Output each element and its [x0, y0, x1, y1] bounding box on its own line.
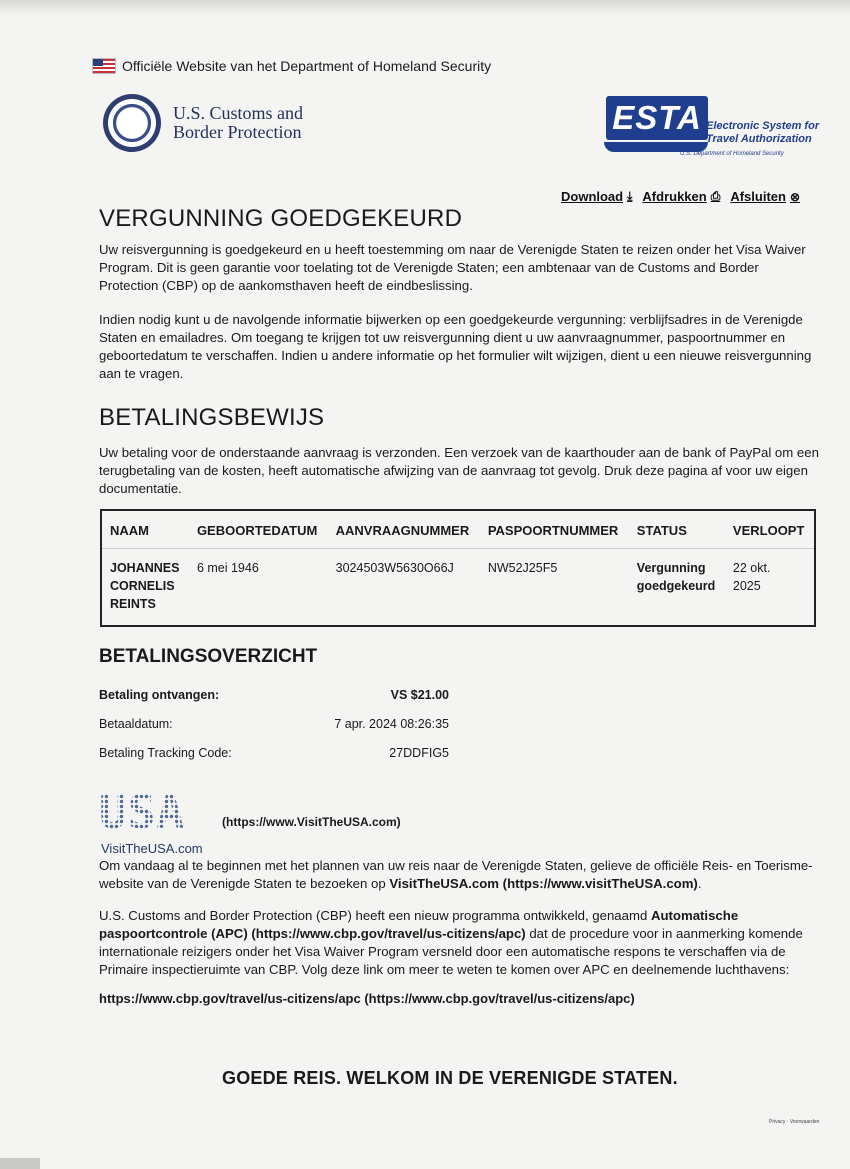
apc-text-after: dat de procedure voor in aanmerking komende internationale reizigers onder het Visa Waiver Program versneld door een automatische respons te verschaffen via de Primaire inspectieruimte van CBP. Volg deze link om meer te weten te komen over APC en deelnemende luchthavens:	[99, 926, 803, 977]
col-expires: VERLOOPT	[725, 510, 815, 549]
date-label: Betaaldatum:	[99, 717, 173, 731]
overview-title: BETALINGSOVERZICHT	[99, 646, 318, 667]
scan-corner	[0, 1158, 40, 1169]
overview-tracking-row	[99, 746, 449, 760]
tracking-value: 27DDFIG5	[389, 746, 449, 760]
status-line2: goedgekeurd	[636, 579, 716, 593]
col-dob: GEBOORTEDATUM	[189, 510, 328, 549]
visit-usa-url[interactable]: (https://www.VisitTheUSA.com)	[222, 815, 401, 829]
visit-usa-logo[interactable]	[99, 785, 401, 856]
print-icon: ⎙	[710, 189, 721, 203]
payment-paragraph: Uw betaling voor de onderstaande aanvraag is verzonden. Een verzoek van de kaarthouder aan de bank of PayPal om een terugbetaling van de kosten, heeft automatische afwijzing van de aanvraag tot gevolg. Druk deze pagina af voor uw eigen documentatie.	[99, 445, 819, 496]
esta-logo	[604, 92, 819, 162]
col-application: AANVRAAGNUMMER	[328, 510, 480, 549]
expires-line2: 2025	[732, 579, 761, 593]
scan-edge	[0, 0, 850, 14]
overview-date-row	[99, 717, 449, 731]
official-website-text: Officiële Website van het Department of Homeland Security	[122, 58, 492, 74]
cell-dob: 6 mei 1946	[196, 561, 259, 575]
download-label: Download	[561, 189, 624, 204]
apc-program-link[interactable]: Automatische paspoortcontrole (APC) (https://www.cbp.gov/travel/us-citizens/apc)	[99, 908, 739, 941]
privacy-links[interactable]: Privacy · Voorwaarden	[769, 1119, 820, 1125]
received-value: VS $21.00	[390, 688, 449, 702]
name-line2: CORNELIS	[110, 579, 175, 593]
received-label: Betaling ontvangen:	[99, 688, 220, 702]
date-value: 7 apr. 2024 08:26:35	[334, 717, 449, 731]
tracking-label: Betaling Tracking Code:	[99, 746, 232, 760]
visit-usa-link[interactable]: VisitTheUSA.com (https://www.visitTheUSA.com)	[389, 876, 698, 891]
document-actions	[561, 189, 800, 204]
approval-paragraph-1: Uw reisvergunning is goedgekeurd en u heeft toestemming om naar de Verenigde Staten te reizen onder het Visa Waiver Program. Dit is geen garantie voor toelating tot de Verenigde Staten; een ambtenaar van de Customs and Border Protection (CBP) op de aankomsthaven heeft de eindbeslissing.	[99, 242, 806, 293]
status-line1: Vergunning	[636, 561, 706, 575]
col-name: NAAM	[101, 510, 189, 549]
visit-usa-caption: VisitTheUSA.com	[101, 841, 203, 856]
visit-usa-dots: USA	[99, 785, 186, 839]
esta-title-line2: Travel Authorization	[706, 133, 812, 145]
approval-title: VERGUNNING GOEDGEKEURD	[99, 205, 463, 232]
welcome-message: GOEDE REIS. WELKOM IN DE VERENIGDE STATEN.	[222, 1068, 678, 1088]
expires-line1: 22 okt.	[732, 561, 771, 575]
apc-link[interactable]: https://www.cbp.gov/travel/us-citizens/apc (https://www.cbp.gov/travel/us-citizens/apc)	[99, 991, 635, 1006]
cell-passport: NW52J25F5	[487, 561, 558, 575]
cell-expires	[725, 549, 815, 627]
cell-status	[629, 549, 725, 627]
visit-text-after: .	[697, 876, 702, 891]
payment-table	[100, 509, 816, 627]
print-link[interactable]	[642, 189, 720, 204]
flag-icon	[92, 58, 116, 74]
apc-paragraph	[99, 907, 819, 979]
overview-received-row	[99, 688, 449, 702]
dhs-seal-icon: ★	[103, 94, 161, 152]
download-icon: ⤓	[627, 189, 633, 203]
esta-department: U.S. Department of Homeland Security	[680, 151, 784, 157]
name-line3: REINTS	[110, 597, 156, 611]
table-header-row	[101, 510, 815, 549]
cell-name	[101, 549, 189, 627]
apc-text-before: U.S. Customs and Border Protection (CBP) heeft een nieuw programma ontwikkeld, genaamd	[99, 908, 651, 923]
table-row	[101, 549, 815, 627]
cbp-logo	[103, 94, 303, 152]
name-line1: JOHANNES	[110, 561, 180, 575]
esta-title-line1: Electronic System for	[706, 120, 820, 132]
payment-title: BETALINGSBEWIJS	[99, 404, 325, 431]
cbp-logo-line2: Border Protection	[173, 122, 302, 142]
esta-abbr: ESTA	[606, 96, 708, 140]
cell-application: 3024503W5630O66J	[335, 561, 454, 575]
close-link[interactable]	[730, 189, 800, 204]
print-label: Afdrukken	[642, 189, 707, 204]
close-icon: ⊗	[789, 189, 801, 204]
close-label: Afsluiten	[730, 189, 786, 204]
official-website-banner	[92, 58, 491, 74]
col-passport: PASPOORTNUMMER	[480, 510, 629, 549]
col-status: STATUS	[629, 510, 725, 549]
download-link[interactable]	[561, 189, 632, 204]
cbp-logo-line1: U.S. Customs and	[173, 103, 304, 123]
visit-usa-paragraph	[99, 857, 819, 893]
visit-text-before: Om vandaag al te beginnen met het plannen van uw reis naar de Verenigde Staten, gelieve de officiële Reis- en Toerisme-website van de Verenigde Staten te bezoeken op	[99, 858, 813, 891]
approval-paragraph-2: Indien nodig kunt u de navolgende informatie bijwerken op een goedgekeurde vergunning: verblijfsadres in de Verenigde Staten en emailadres. Om toegang te krijgen tot uw reisvergunning dient u uw aanvraagnummer, paspoortnummer en geboortedatum te verschaffen. Indien u andere informatie op het formulier wilt wijzigen, dient u een nieuwe reisvergunning aan te vragen.	[99, 312, 812, 381]
